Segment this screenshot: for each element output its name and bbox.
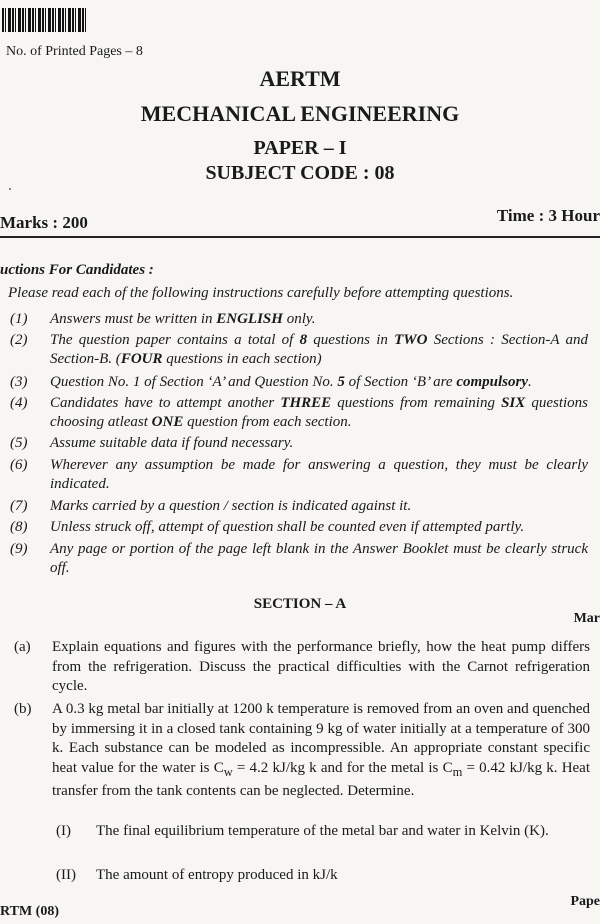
instruction-text: Question No. 1 of Section ‘A’ and Question No. 5 of Section ‘B’ are compulsory. [50, 374, 532, 390]
instruction-text: Assume suitable data if found necessary. [50, 435, 294, 451]
instruction-number: (9) [10, 541, 28, 557]
paper-title: PAPER – I [253, 137, 347, 159]
question-text: A 0.3 kg metal bar initially at 1200 k temperature is removed from an oven and quenched by immersing it in a closed tank containing 9 kg of water initially at a temperature of 300 k. Each substance can be modeled as incompressible. An appropriate constant specific heat value for the water is $C_w = 4.2$ kJ/kg k and for the metal is $C_m = 0.42$ kJ/kg k. Heat transfer from the tank contents can be neglected. Determine. [52, 701, 591, 799]
header-divider [0, 236, 600, 238]
subpart-text: The final equilibrium temperature of the metal bar and water in Kelvin (K). [96, 823, 549, 839]
instruction-text: Any page or portion of the page left blank in the Answer Booklet must be clearly struck off. [50, 541, 588, 576]
instructions-heading: uctions For Candidates : [0, 262, 154, 278]
stray-dot [9, 188, 11, 190]
marks-column-label: Mar [573, 611, 600, 626]
instruction-number: (6) [10, 457, 28, 473]
instruction-number: (2) [10, 332, 28, 348]
subject-title: MECHANICAL ENGINEERING [140, 101, 460, 126]
instruction-text: Unless struck off, attempt of question shall be counted even if attempted partly. [50, 519, 525, 535]
subpart-number: (I) [56, 823, 71, 839]
question-text: Explain equations and figures with the performance briefly, how the heat pump differs from the refrigeration. Discuss the practical difficulties with the Carnot refrigeration cycle. [52, 639, 590, 694]
instruction-number: (1) [10, 311, 28, 327]
exam-title: AERTM [259, 66, 341, 91]
instruction-number: (4) [10, 395, 28, 411]
section-title: SECTION – A [253, 596, 347, 612]
question-number: (a) [14, 639, 31, 655]
barcode [2, 8, 88, 32]
instruction-number: (5) [10, 435, 28, 451]
instructions-intro: Please read each of the following instructions carefully before attempting questions. [8, 285, 514, 301]
time-allowed: Time : 3 Hour [496, 206, 600, 225]
instruction-number: (7) [10, 498, 28, 514]
max-marks: Marks : 200 [0, 213, 88, 232]
footer-page: Pape [570, 894, 600, 909]
subject-code: SUBJECT CODE : 08 [205, 162, 395, 184]
printed-pages: No. of Printed Pages – 8 [6, 44, 143, 59]
subpart-text: The amount of entropy produced in kJ/k [96, 867, 338, 883]
instruction-text: Answers must be written in ENGLISH only. [50, 311, 316, 327]
instruction-number: (8) [10, 519, 28, 535]
instruction-text: Marks carried by a question / section is indicated against it. [50, 498, 412, 514]
instruction-text: Candidates have to attempt another THREE questions from remaining SIX questions choosing atleast ONE question from each section. [50, 395, 588, 430]
subpart-number: (II) [56, 867, 76, 883]
question-number: (b) [14, 701, 32, 717]
instruction-text: Wherever any assumption be made for answering a question, they must be clearly indicated. [50, 457, 588, 492]
instruction-text: The question paper contains a total of 8 questions in TWO Sections : Section-A and Section-B. (FOUR questions in each section) [50, 332, 588, 367]
footer-code: RTM (08) [0, 904, 59, 919]
instruction-number: (3) [10, 374, 28, 390]
